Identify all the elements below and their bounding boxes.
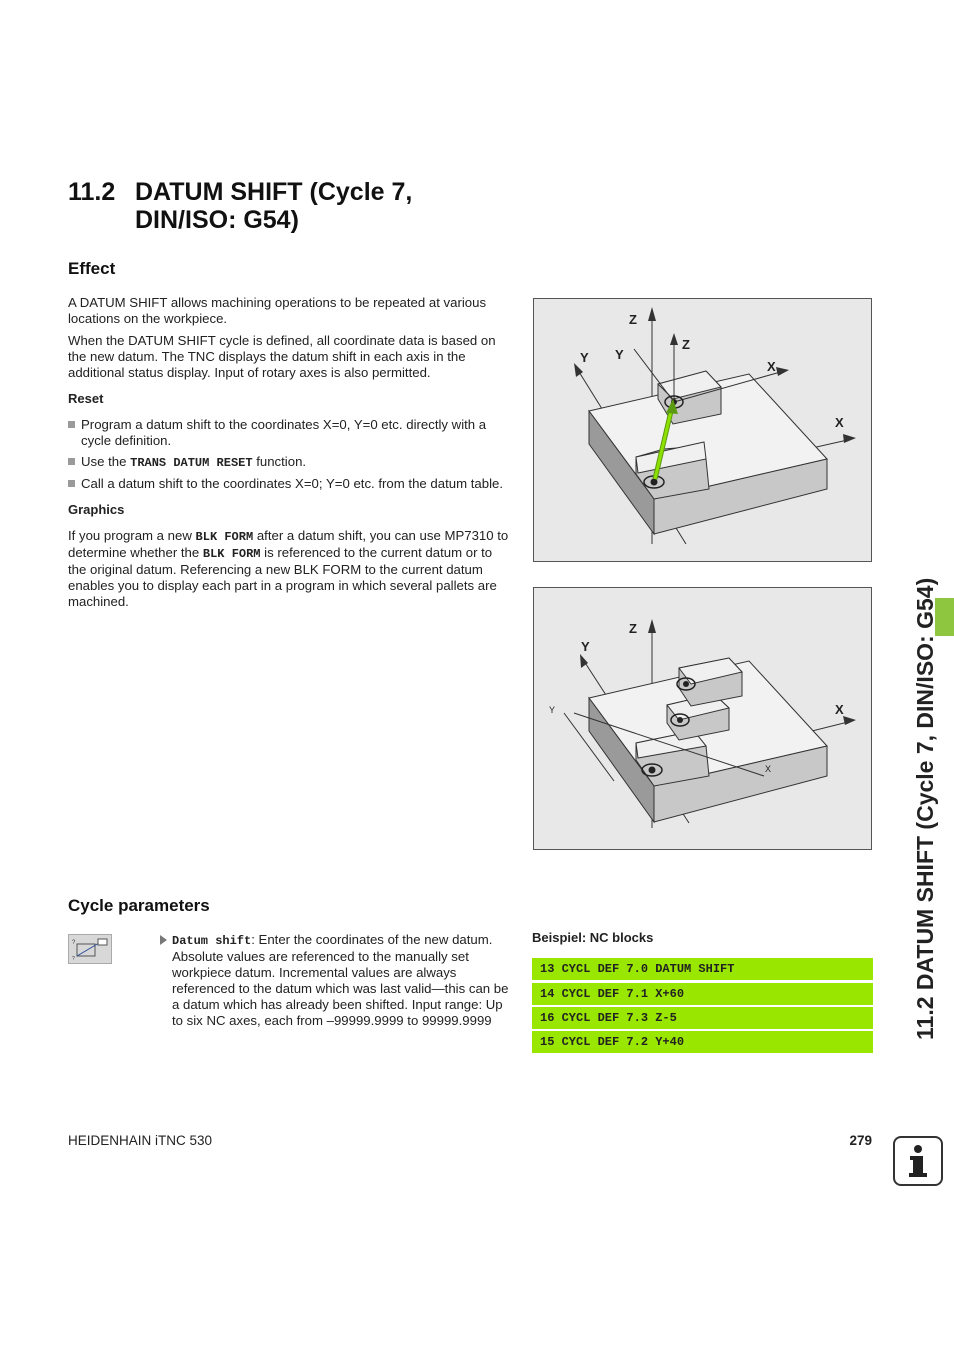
graphics-subheading: Graphics [68, 502, 125, 517]
nc-block: 16 CYCL DEF 7.3 Z-5 [532, 1007, 873, 1029]
datum-shift-code: Datum shift [172, 934, 252, 948]
section-number: 11.2 [68, 178, 116, 206]
effect-heading: Effect [68, 259, 116, 278]
footer-product: HEIDENHAIN iTNC 530 [68, 1133, 213, 1148]
trans-datum-reset-code: TRANS DATUM RESET [130, 456, 253, 470]
reset-bullet-1-text: Program a datum shift to the coordinates X=0, Y=0 etc. directly with a cycle definition. [81, 417, 487, 448]
svg-text:?: ? [72, 956, 75, 962]
triangle-right-icon [160, 935, 167, 945]
bullet-square-icon [68, 480, 75, 487]
nc-block: 13 CYCL DEF 7.0 DATUM SHIFT [532, 958, 873, 980]
effect-paragraph-1: A DATUM SHIFT allows machining operations to be repeated at various locations on the workpiece. [68, 295, 487, 326]
new-x-axis-label: X [767, 359, 776, 374]
blk-form-code: BLK FORM [202, 547, 261, 561]
effect-body [68, 295, 510, 616]
new-z-axis-label: Z [682, 337, 690, 352]
y-dimension-label: Y [549, 705, 556, 715]
x-dimension-label: X [765, 764, 772, 774]
reset-bullet-3 [68, 476, 510, 492]
new-y-axis-label: Y [615, 347, 624, 362]
svg-text:?: ? [72, 940, 76, 946]
title-line-1: DATUM SHIFT (Cycle 7, [135, 178, 413, 206]
nc-block: 14 CYCL DEF 7.1 X+60 [532, 983, 873, 1005]
reset-bullet-1 [68, 417, 510, 449]
info-icon [893, 1136, 943, 1186]
figure-1-drawing [534, 299, 873, 563]
y-axis-label: Y [580, 350, 589, 365]
datum-shift-figure-2 [533, 587, 872, 850]
blk-form-code: BLK FORM [195, 530, 254, 544]
datum-shift-parameter [160, 932, 510, 1029]
reset-subheading: Reset [68, 391, 104, 406]
x-axis-label: X [835, 415, 844, 430]
datum-shift-description: : Enter the coordinates of the new datum. Absolute values are referenced to the manually set workpiece datum. Incremental values are always referenced to the datum which was last valid—this can be a datum which has already been shifted. Input range: Up to six NC axes, each from –99999.9999 to 99999.9999 [172, 932, 509, 1028]
side-tab-title: 11.2 DATUM SHIFT (Cycle 7, DIN/ISO: G54) [912, 577, 938, 1040]
z-axis-label: Z [629, 312, 637, 327]
page-number: 279 [849, 1133, 872, 1148]
x-axis-label: X [835, 702, 844, 717]
bullet-square-icon [68, 421, 75, 428]
reset-bullet-2 [68, 454, 510, 471]
nc-example-label: Beispiel: NC blocks [532, 930, 654, 945]
datum-shift-cycle-icon [68, 934, 112, 964]
effect-paragraph-2: When the DATUM SHIFT cycle is defined, all coordinate data is based on the new datum. The TNC displays the datum shift in each axis in the additional status display. Input of rotary axes is also permitted. [68, 333, 496, 380]
graphics-paragraph: If you program a new BLK FORM after a datum shift, you can use MP7310 to determine whether the BLK FORM is referenced to the current datum or to the original datum. Referencing a new BLK FORM to the current datum enables you to display each part in a program in which several pallets are machined. [68, 528, 509, 609]
figure-2-drawing [534, 588, 873, 851]
datum-shift-figure-1 [533, 298, 872, 562]
cycle-parameters-heading: Cycle parameters [68, 896, 210, 915]
title-line-2: DIN/ISO: G54) [135, 206, 299, 234]
bullet-square-icon [68, 458, 75, 465]
z-axis-label: Z [629, 621, 637, 636]
reset-bullet-2-post: function. [252, 454, 307, 469]
reset-bullet-2-pre: Use the [81, 454, 131, 469]
page-title [68, 178, 412, 234]
nc-block: 15 CYCL DEF 7.2 Y+40 [532, 1031, 873, 1053]
reset-bullet-3-text: Call a datum shift to the coordinates X=0; Y=0 etc. from the datum table. [81, 476, 503, 491]
y-axis-label: Y [581, 639, 590, 654]
